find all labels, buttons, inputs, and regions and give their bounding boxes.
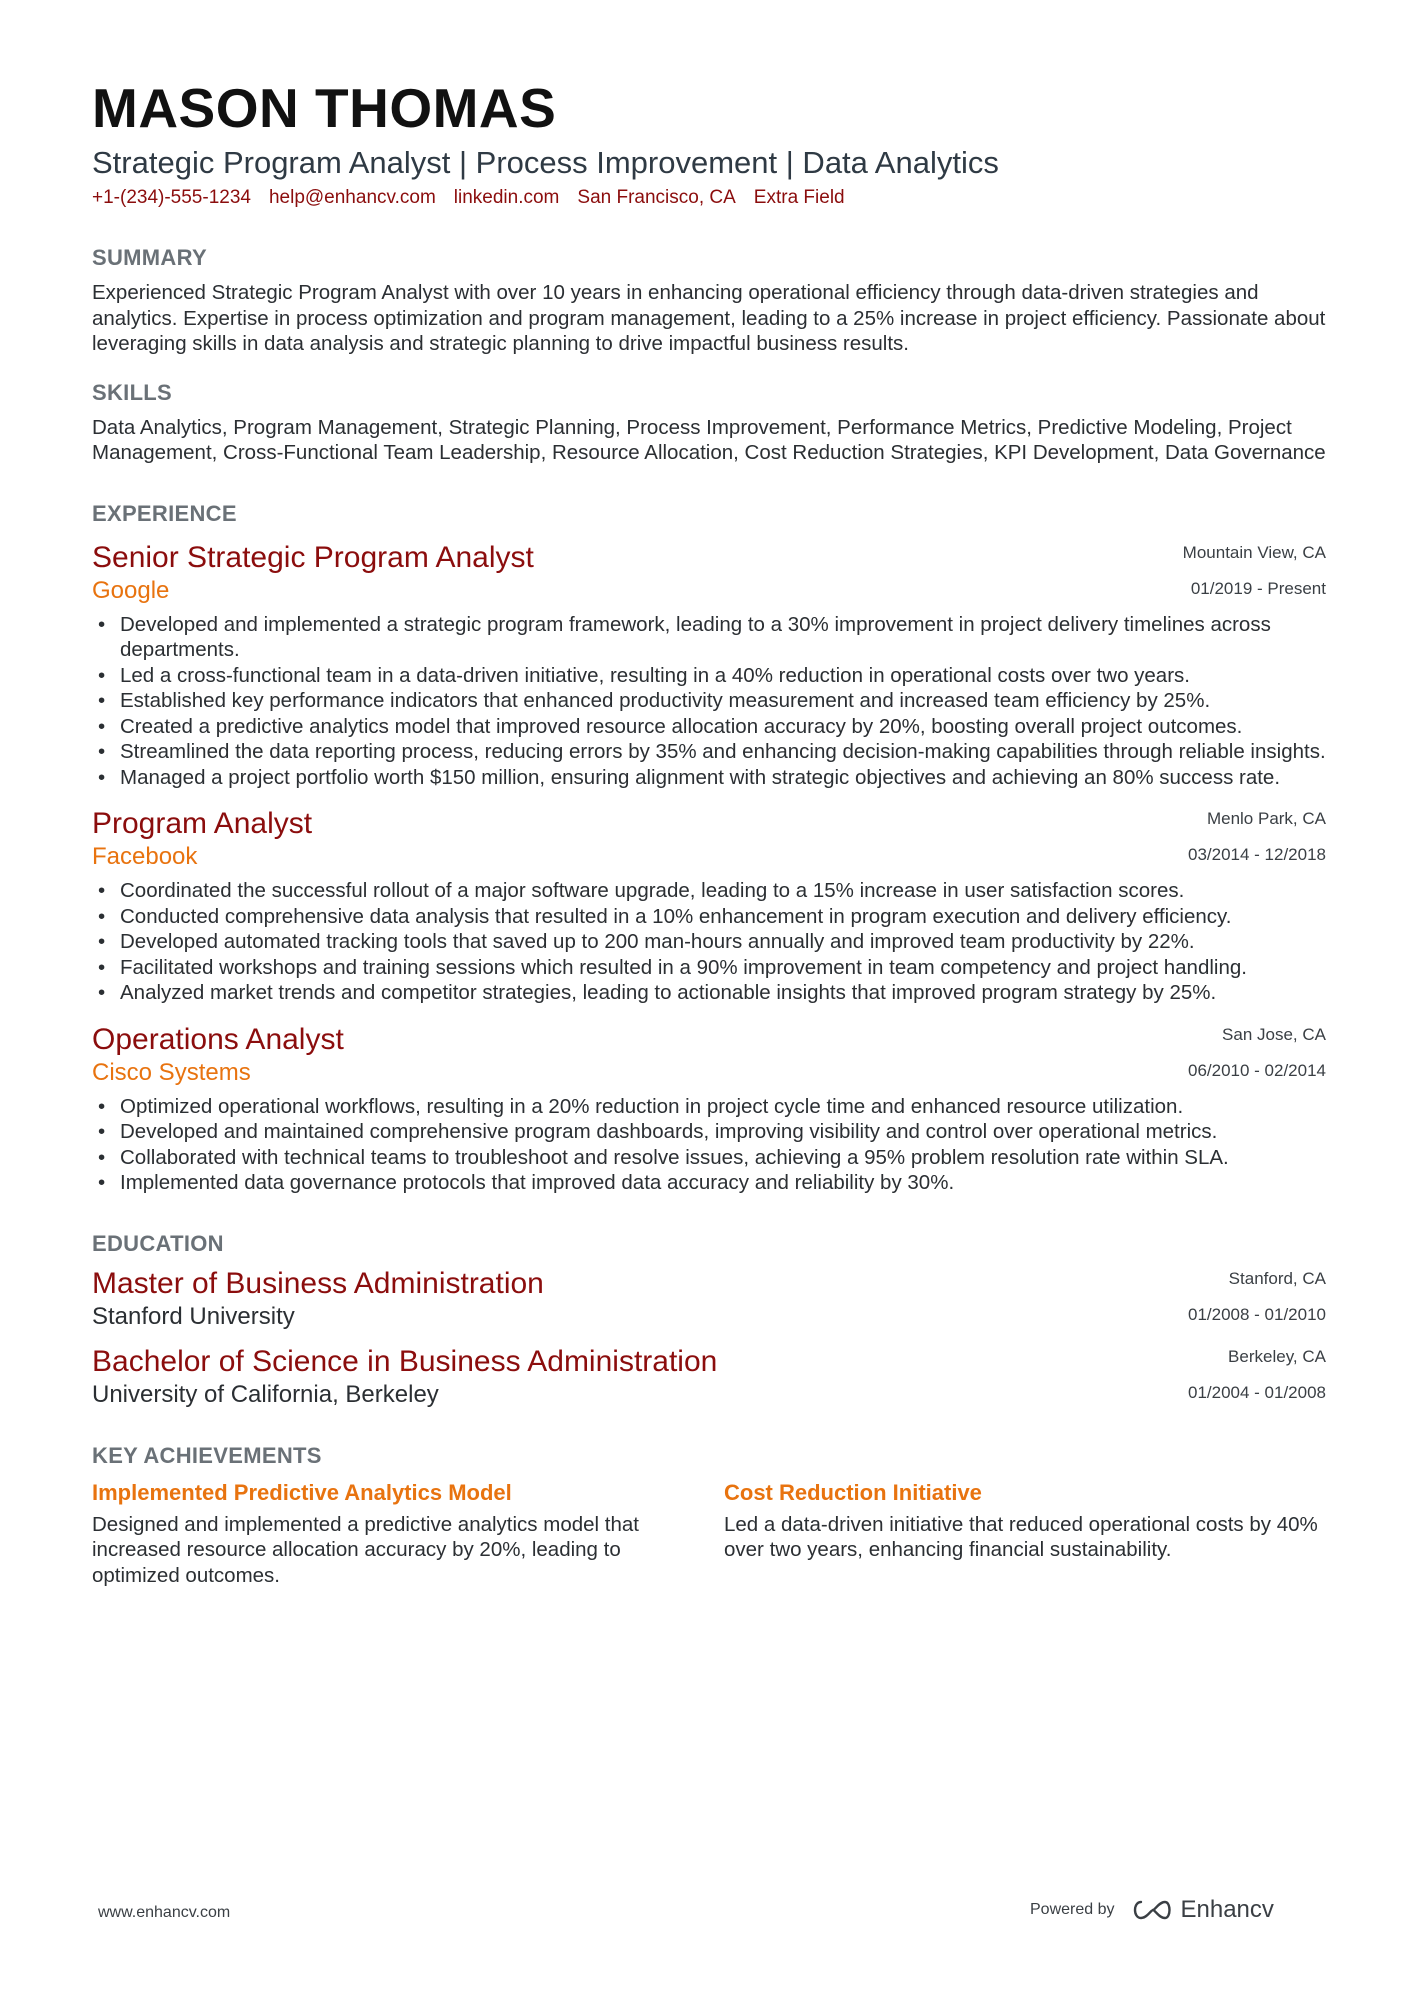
achievement-desc: Designed and implemented a predictive analytics model that increased resource allocation accuracy by 20%, leading to optimized outcomes.: [92, 1512, 639, 1587]
job-dates: 06/2010 - 02/2014: [1187, 1060, 1326, 1080]
bullet-item: • Collaborated with technical teams to troubleshoot and resolve issues, achieving a 95% problem resolution rate within SLA.: [92, 1145, 1326, 1171]
degree-title: Master of Business Administration: [92, 1266, 544, 1300]
job-entry: [92, 1022, 1326, 1196]
education-entry: [92, 1344, 1326, 1410]
achievement-title: Cost Reduction Initiative: [724, 1479, 982, 1505]
job-bullets: [92, 1094, 1326, 1196]
bullet-item: • Established key performance indicators that enhanced productivity measurement and increased team efficiency by 25%.: [92, 688, 1326, 714]
school-location: Stanford, CA: [1228, 1268, 1326, 1288]
achievement-card: [92, 1478, 692, 1589]
contact-phone[interactable]: +1-(234)-555-1234: [92, 187, 251, 208]
footer-branding: [1030, 1896, 1274, 1924]
job-company: Facebook: [92, 843, 198, 870]
education-section: [92, 1230, 1326, 1410]
section-title: EDUCATION: [92, 1230, 224, 1256]
bullet-item: • Conducted comprehensive data analysis that resulted in a 10% enhancement in program execution and delivery efficiency.: [92, 904, 1326, 930]
bullet-item: • Analyzed market trends and competitor strategies, leading to actionable insights that improved program strategy by 25%.: [92, 980, 1326, 1006]
section-title: SKILLS: [92, 379, 173, 405]
bullet-item: • Created a predictive analytics model that improved resource allocation accuracy by 20%, boosting overall project outcomes.: [92, 714, 1326, 740]
achievement-card: [724, 1478, 1324, 1589]
education-dates: 01/2008 - 01/2010: [1187, 1304, 1326, 1324]
contact-linkedin[interactable]: linkedin.com: [453, 187, 560, 208]
section-title: SUMMARY: [92, 245, 207, 270]
contact-bar: [92, 186, 1326, 210]
powered-by-label: Powered by: [1030, 1901, 1115, 1918]
summary-text: Experienced Strategic Program Analyst with over 10 years in enhancing operational efficiency through data-driven strategies and analytics. Expertise in process optimization and program management, leading to a 25% increase in project efficiency. Passionate about leveraging skills in data analysis and strategic planning to drive impactful business results.: [92, 281, 1326, 355]
education-entry: [92, 1266, 1326, 1332]
job-bullets: [92, 878, 1326, 1006]
bullet-item: • Streamlined the data reporting process, reducing errors by 35% and enhancing decision-making capabilities through reliable insights.: [92, 739, 1326, 765]
job-entry: [92, 540, 1326, 791]
job-entry: [92, 806, 1326, 1006]
bullet-item: • Coordinated the successful rollout of a major software upgrade, leading to a 15% increase in user satisfaction scores.: [92, 878, 1326, 904]
job-title: Senior Strategic Program Analyst: [92, 540, 534, 574]
footer-website[interactable]: www.enhancv.com: [98, 1904, 231, 1921]
job-title: Program Analyst: [92, 807, 313, 840]
skills-text: Data Analytics, Program Management, Strategic Planning, Process Improvement, Performance Metrics, Predictive Modeling, Project Management, Cross-Functional Team Leadership, Resource Allocation, Cost Reduction Strategies, KPI Development, Data Governance: [92, 415, 1326, 464]
bullet-item: • Led a cross-functional team in a data-driven initiative, resulting in a 40% reduction in operational costs over two years.: [92, 663, 1326, 689]
bullet-item: • Developed and implemented a strategic program framework, leading to a 30% improvement in project delivery timelines across departments.: [92, 612, 1326, 663]
school-location: Berkeley, CA: [1228, 1346, 1326, 1366]
resume-page: [92, 76, 1326, 1588]
contact-location: San Francisco, CA: [577, 187, 736, 208]
contact-email[interactable]: help@enhancv.com: [268, 187, 436, 208]
job-bullets: [92, 612, 1326, 791]
bullet-item: • Developed automated tracking tools that saved up to 200 man-hours annually and improved team productivity by 22%.: [92, 929, 1326, 955]
job-title: Operations Analyst: [92, 1022, 344, 1056]
job-company: Google: [92, 576, 170, 604]
achievement-desc: Led a data-driven initiative that reduced operational costs by 40% over two years, enhancing financial sustainability.: [724, 1512, 1318, 1561]
bullet-item: • Implemented data governance protocols that improved data accuracy and reliability by 30%.: [92, 1170, 1326, 1196]
job-dates: 01/2019 - Present: [1190, 578, 1326, 598]
school-name: Stanford University: [92, 1302, 295, 1330]
job-company: Cisco Systems: [92, 1058, 251, 1086]
job-location: Menlo Park, CA: [1206, 809, 1326, 828]
job-dates: 03/2014 - 12/2018: [1187, 845, 1326, 864]
achievements-section: [92, 1442, 1326, 1589]
achievement-title: Implemented Predictive Analytics Model: [92, 1479, 512, 1505]
skills-section: [92, 379, 1326, 466]
infinity-logo-icon: [1129, 1898, 1175, 1922]
candidate-name: MASON THOMAS: [92, 77, 557, 139]
job-location: Mountain View, CA: [1182, 542, 1326, 562]
enhancv-logo[interactable]: [1129, 1896, 1274, 1924]
degree-title: Bachelor of Science in Business Administration: [92, 1344, 718, 1378]
bullet-item: • Managed a project portfolio worth $150 million, ensuring alignment with strategic objectives and achieving an 80% success rate.: [92, 765, 1326, 791]
job-location: San Jose, CA: [1222, 1024, 1326, 1044]
bullet-item: • Facilitated workshops and training sessions which resulted in a 90% improvement in team competency and project handling.: [92, 955, 1326, 981]
bullet-item: • Optimized operational workflows, resulting in a 20% reduction in project cycle time and enhanced resource utilization.: [92, 1094, 1326, 1120]
education-dates: 01/2004 - 01/2008: [1187, 1382, 1326, 1402]
brand-name: Enhancv: [1180, 1896, 1274, 1923]
experience-section: [92, 500, 1326, 1196]
school-name: University of California, Berkeley: [92, 1380, 439, 1408]
contact-extra: Extra Field: [753, 187, 845, 208]
summary-section: [92, 244, 1326, 357]
section-title: KEY ACHIEVEMENTS: [92, 1442, 322, 1468]
bullet-item: • Developed and maintained comprehensive program dashboards, improving visibility and control over operational metrics.: [92, 1119, 1326, 1145]
section-title: EXPERIENCE: [92, 500, 237, 526]
headline: Strategic Program Analyst | Process Improvement | Data Analytics: [92, 145, 999, 180]
